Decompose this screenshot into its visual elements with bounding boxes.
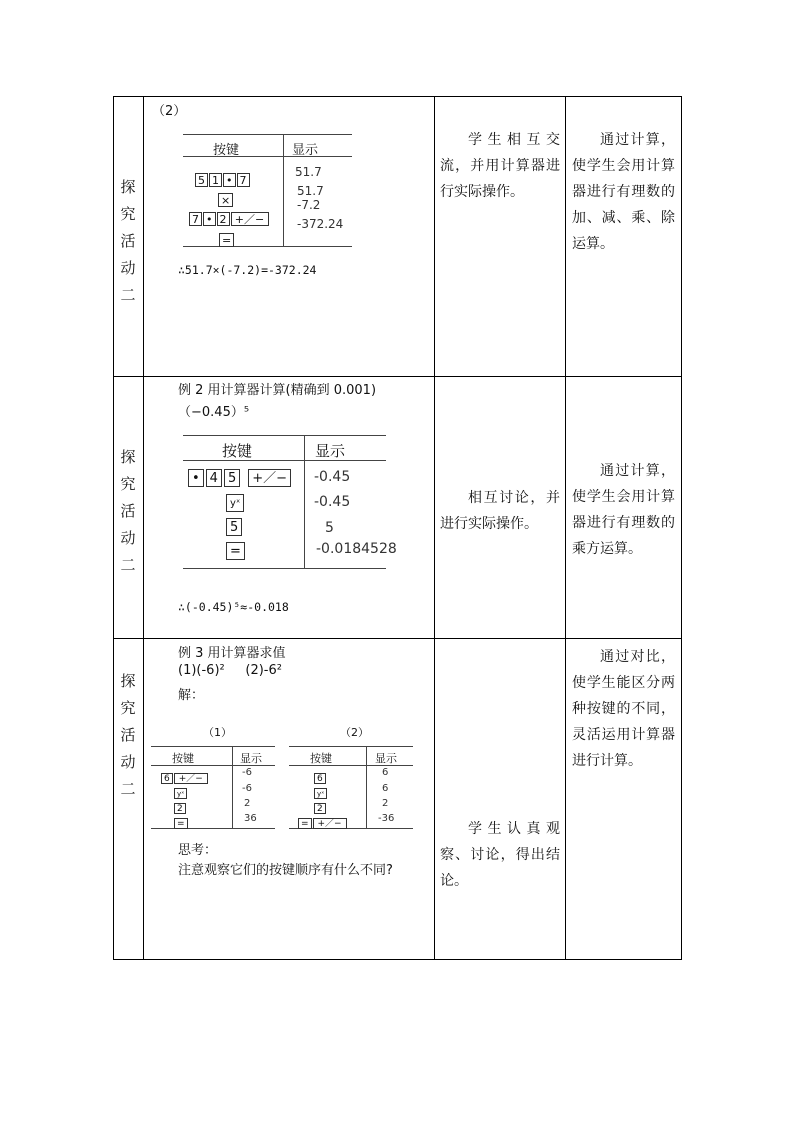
key-2: 2	[217, 212, 230, 226]
display-value: 2	[244, 798, 251, 809]
header-key: 按键	[213, 143, 240, 158]
key-multiply: ×	[218, 193, 233, 207]
display-value: -0.0184528	[316, 541, 397, 557]
key-equals: =	[174, 818, 188, 829]
key-plus-minus: +／−	[313, 818, 347, 829]
table-caption: （1）	[203, 726, 232, 739]
header-display: 显示	[315, 442, 346, 460]
key-5: 5	[195, 173, 208, 187]
display-value: 6	[382, 783, 389, 794]
key-6: 6	[314, 773, 326, 784]
header-display: 显示	[292, 143, 319, 158]
stage-label: 探 究 活 动 二	[120, 448, 136, 574]
think-question: 注意观察它们的按键顺序有什么不同?	[178, 863, 393, 878]
student-activity: 学生相互交流，并用计算器进行实际操作。	[440, 132, 560, 200]
key-row	[218, 189, 234, 208]
sub-label: （2）	[152, 104, 187, 119]
stage-label: 探 究 活 动 二	[120, 672, 136, 798]
stage-label: 探 究 活 动 二	[120, 178, 136, 304]
header-key: 按键	[172, 752, 194, 765]
key-power: yˣ	[174, 788, 187, 799]
table-caption: （2）	[340, 726, 369, 739]
key-plus-minus: +／−	[231, 212, 269, 226]
design-purpose: 通过计算，使学生会用计算器进行有理数的乘方运算。	[572, 463, 675, 557]
display-value: -372.24	[297, 217, 344, 231]
key-plus-minus: +／−	[248, 469, 291, 487]
key-point: •	[223, 173, 236, 187]
header-display: 显示	[240, 752, 262, 765]
key-1: 1	[209, 173, 222, 187]
key-2: 2	[174, 803, 186, 814]
key-power: yˣ	[314, 788, 327, 799]
design-purpose: 通过计算，使学生会用计算器进行有理数的加、减、乘、除运算。	[572, 132, 675, 252]
key-5: 5	[226, 518, 242, 536]
student-activity: 相互讨论，并进行实际操作。	[440, 490, 560, 532]
example-title: 例 3 用计算器求值	[178, 646, 286, 661]
key-power: yˣ	[226, 494, 244, 512]
display-value: 51.7	[295, 165, 322, 179]
display-value: -0.45	[314, 494, 351, 510]
key-4: 4	[206, 469, 222, 487]
key-point: •	[188, 469, 204, 487]
header-key: 按键	[310, 752, 332, 765]
design-purpose: 通过对比，使学生能区分两种按键的不同，灵活运用计算器进行计算。	[572, 649, 675, 769]
display-value: -0.45	[314, 469, 351, 485]
display-value: 36	[244, 813, 257, 824]
expressions: (1)(-6)² (2)-6²	[178, 663, 282, 678]
conclusion: ∴51.7×(-7.2)=-372.24	[178, 263, 317, 277]
header-key: 按键	[222, 442, 253, 460]
expression: （−0.45）⁵	[178, 405, 250, 420]
key-row	[226, 540, 247, 560]
example-title: 例 2 用计算器计算(精确到 0.001)	[178, 383, 377, 398]
key-6: 6	[161, 773, 173, 784]
conclusion: ∴(-0.45)⁵≈-0.018	[178, 600, 289, 614]
key-plus-minus: +／−	[174, 773, 208, 784]
display-value: 5	[325, 520, 334, 536]
key-2: 2	[314, 803, 326, 814]
key-equals: =	[219, 233, 234, 247]
display-value: -36	[378, 813, 395, 824]
key-row	[226, 492, 246, 512]
key-row	[226, 516, 244, 536]
key-point: •	[203, 212, 216, 226]
display-value: 6	[382, 767, 389, 778]
display-value: 2	[382, 798, 389, 809]
key-row	[195, 169, 251, 188]
display-value: 51.7	[297, 184, 324, 198]
key-row	[189, 208, 270, 227]
key-5: 5	[224, 469, 240, 487]
key-7: 7	[237, 173, 250, 187]
key-row	[219, 229, 235, 248]
key-7: 7	[189, 212, 202, 226]
display-value: -6	[242, 767, 252, 778]
key-equals: =	[226, 542, 245, 560]
display-value: -6	[242, 783, 252, 794]
header-display: 显示	[375, 752, 397, 765]
key-row	[174, 813, 189, 832]
student-activity: 学生认真观察、讨论，得出结论。	[440, 821, 560, 889]
key-row	[188, 467, 293, 487]
solution-label: 解：	[178, 688, 205, 703]
key-row	[298, 813, 348, 832]
key-equals: =	[298, 818, 312, 829]
think-label: 思考：	[178, 843, 218, 858]
display-value: -7.2	[297, 198, 321, 212]
